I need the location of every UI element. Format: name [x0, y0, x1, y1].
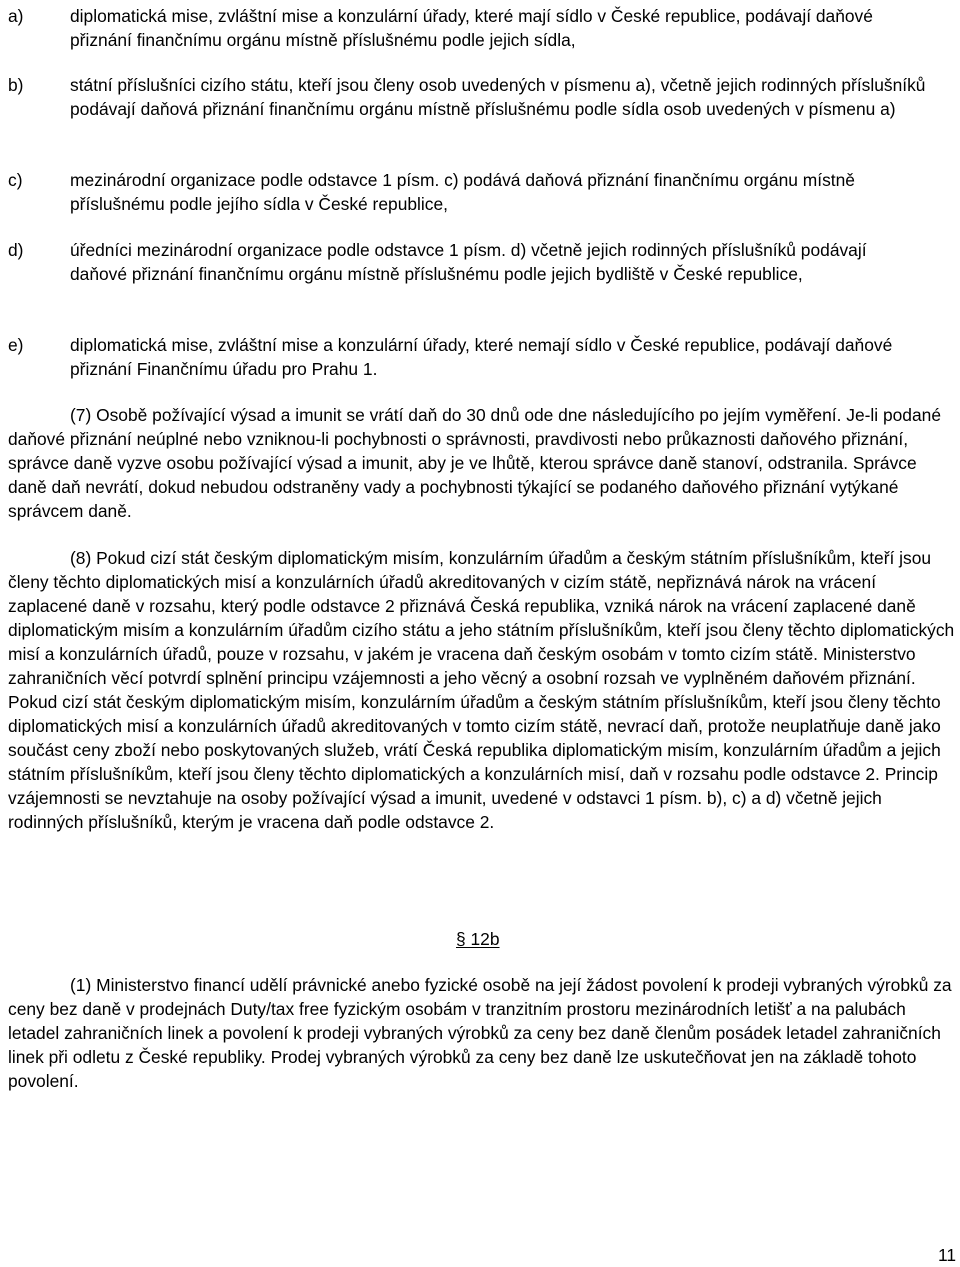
list-item-text: diplomatická mise, zvláštní mise a konzulární úřady, které nemají sídlo v České republice, podávají daňové přiznání Finančnímu úřadu pro Prahu 1.	[70, 335, 893, 379]
page-number: 11	[937, 1245, 956, 1265]
list-item-text: státní příslušníci cizího státu, kteří jsou členy osob uvedených v písmenu a), včetně jejich rodinných příslušníků podávají daňová přiznání finančnímu orgánu místně příslušnému podle sídla osob uvedených v písmenu a)	[70, 75, 926, 119]
list-item-c	[8, 168, 928, 216]
section-sign: §	[456, 929, 471, 949]
paragraph-7: (7) Osobě požívající výsad a imunit se vrátí daň do 30 dnů ode dne následujícího po jejím vyměření. Je-li podané daňové přiznání neúplné nebo vzniknou-li pochybnosti o správnosti, pravdivosti nebo průkaznosti daňového přiznání, správce daně vyzve osobu požívající výsad a imunit, aby je ve lhůtě, kterou správce daně stanoví, odstranila. Správce daně daň nevrátí, dokud nebudou odstraněny vady a pochybnosti týkající se podaného daňového přiznání vytýkané správcem daně.	[8, 405, 941, 521]
list-item-b	[8, 73, 928, 121]
list-item-label: d)	[8, 240, 24, 260]
list-item-text: diplomatická mise, zvláštní mise a konzulární úřady, které mají sídlo v České republice, podávají daňové přiznání finančnímu orgánu místně příslušnému podle jejich sídla,	[70, 6, 873, 50]
section-heading	[456, 927, 556, 951]
list-item-label: e)	[8, 335, 24, 355]
list-item-text: mezinárodní organizace podle odstavce 1 písm. c) podává daňová přiznání finančnímu orgánu místně příslušnému podle jejího sídla v České republice,	[70, 170, 855, 214]
list-item-e	[8, 333, 928, 381]
list-item-label: b)	[8, 75, 24, 95]
list-item-label: a)	[8, 6, 24, 26]
section-number: 12b	[470, 929, 500, 949]
paragraph-8: (8) Pokud cizí stát českým diplomatickým misím, konzulárním úřadům a českým státním příslušníkům, kteří jsou členy těchto diplomatických misí a konzulárních úřadů akreditovaných v cizím státě, nepřiznává nárok na vrácení zaplacené daně v rozsahu, který podle odstavce 2 přiznává Česká republika, vzniká nárok na vrácení zaplacené daně diplomatickým misím a konzulárním úřadům cizího státu a jeho státním příslušníkům, kteří jsou členy těchto diplomatických misí a konzulárních úřadů, pouze v rozsahu, v jakém je vracena daň českým osobám v tomto cizím státě. Ministerstvo zahraničních věcí potvrdí splnění principu vzájemnosti a jeho věcný a osobní rozsah ve vyplněném daňovém přiznání. Pokud cizí stát českým diplomatickým misím, konzulárním úřadům a českým státním příslušníkům, kteří jsou členy těchto diplomatických misí a konzulárních úřadů akreditovaných v tomto cizím státě, nevrací daň, protože neuplatňuje daně jako součást ceny zboží nebo poskytovaných služeb, vrátí Česká republika diplomatickým misím, konzulárním úřadům a jejich státním příslušníkům, kteří jsou členy těchto diplomatických a konzulárních misí, daň v rozsahu podle odstavce 2. Princip vzájemnosti se nevztahuje na osoby požívající výsad a imunit, uvedené v odstavci 1 písm. b), c) a d) včetně jejich rodinných příslušníků, kterým je vracena daň podle odstavce 2.	[8, 548, 955, 832]
list-item-a	[8, 4, 928, 52]
section-paragraph-1: (1) Ministerstvo financí udělí právnické anebo fyzické osobě na její žádost povolení k prodeji vybraných výrobků za ceny bez daně v prodejnách Duty/tax free fyzickým osobám v tranzitním prostoru mezinárodních letišť a na palubách letadel zahraničních linek a povolení k prodeji vybraných výrobků za ceny bez daně členům posádek letadel zahraničních linek při odletu z České republiky. Prodej vybraných výrobků za ceny bez daně lze uskutečňovat jen na základě tohoto povolení.	[8, 975, 952, 1091]
list-item-text: úředníci mezinárodní organizace podle odstavce 1 písm. d) včetně jejich rodinných příslušníků podávají daňové přiznání finančnímu orgánu místně příslušnému podle jejich bydliště v České republice,	[70, 240, 867, 284]
list-item-label: c)	[8, 170, 23, 190]
list-item-d	[8, 238, 928, 286]
